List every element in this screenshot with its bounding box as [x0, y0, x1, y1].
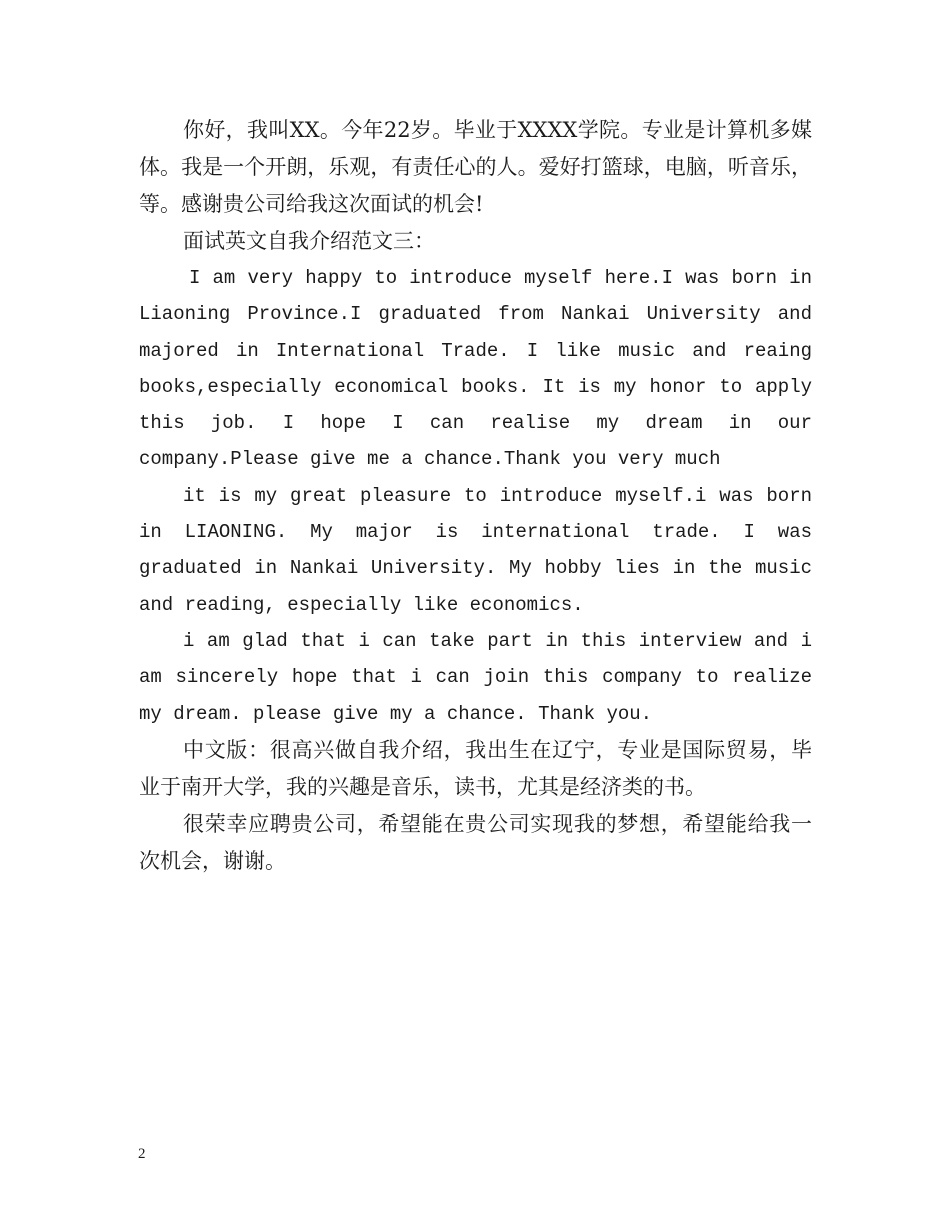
paragraph-english-intro-2: it is my great pleasure to introduce myself.i was born in LIAONING. My major is international trade. I was graduated in Nankai University. My hobby lies in the music and reading, especially like economics. [139, 484, 812, 616]
page-number: 2 [138, 1146, 146, 1162]
paragraph-chinese-version-1: 中文版：很高兴做自我介绍，我出生在辽宁，专业是国际贸易，毕业于南开大学，我的兴趣是音乐，读书，尤其是经济类的书。 [139, 737, 812, 799]
paragraph-chinese-intro: 你好，我叫XX。今年22岁。毕业于XXXX学院。专业是计算机多媒体。我是一个开朗，乐观，有责任心的人。爱好打篮球，电脑，听音乐，等。感谢贵公司给我这次面试的机会! [139, 118, 812, 216]
paragraph-english-intro-1: I am very happy to introduce myself here.I was born in Liaoning Province.I graduated from Nankai University and majored in International Trade. I like music and reaing books,especially economical books. It is my honor to apply this job. I hope I can realise my dream in our company.Please give me a chance.Thank you very much [139, 267, 812, 471]
paragraph-english-intro-3: i am glad that i can take part in this interview and i am sincerely hope that i can join this company to realize my dream. please give my a chance. Thank you. [139, 629, 812, 725]
paragraph-chinese-version-2: 很荣幸应聘贵公司，希望能在贵公司实现我的梦想，希望能给我一次机会，谢谢。 [139, 811, 812, 873]
document-body [139, 112, 812, 880]
section-heading-sample-three: 面试英文自我介绍范文三： [183, 229, 435, 253]
